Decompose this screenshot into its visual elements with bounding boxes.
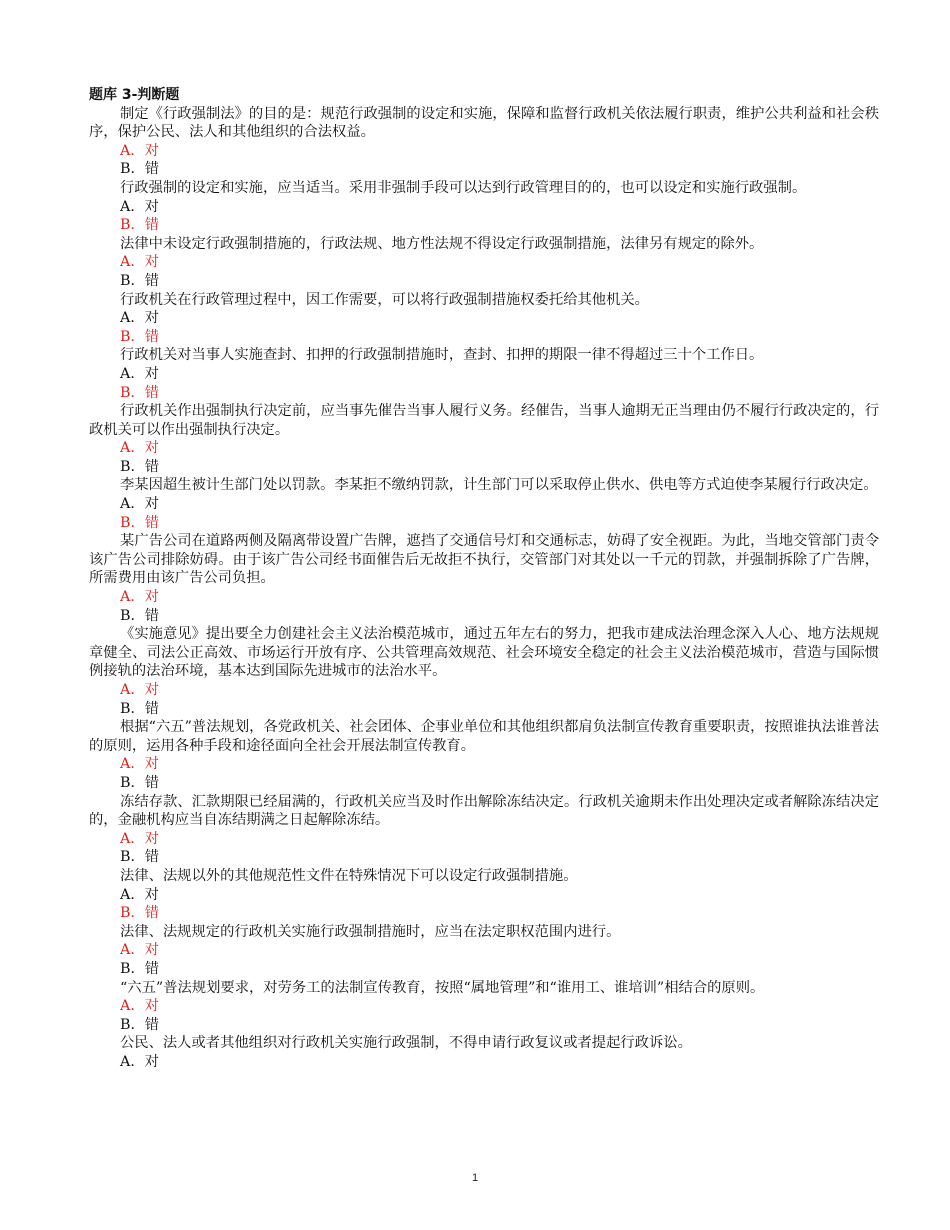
answer-option: A．对 <box>120 365 159 382</box>
question-text: 公民、法人或者其他组织对行政机关实施行政强制，不得申请行政复议或者提起行政诉讼。 <box>120 1035 692 1052</box>
answer-option-correct: A．对 <box>120 142 159 159</box>
question-text: 行政强制的设定和实施，应当适当。采用非强制手段可以达到行政管理目的的，也可以设定和实施行政强制。 <box>120 179 807 196</box>
answer-option-correct: A．对 <box>120 942 159 959</box>
answer-option: B．错 <box>120 774 160 791</box>
answer-option: A．对 <box>120 310 159 327</box>
answer-option-correct: A．对 <box>120 830 159 847</box>
answer-option: B．错 <box>120 272 160 289</box>
question-text: 根据“六五”普法规划，各党政机关、社会团体、企事业单位和其他组织都肩负法制宣传教育重要职责，按照谁执法谁普法的原则，运用各种手段和途径面向全社会开展法制宣传教育。 <box>89 719 879 754</box>
page-number: 1 <box>471 1172 479 1184</box>
answer-option-correct: A．对 <box>120 440 159 457</box>
answer-option-correct: B．错 <box>120 514 160 531</box>
answer-option-correct: A．对 <box>120 682 159 698</box>
answer-option-correct: B．错 <box>120 384 160 401</box>
answer-option-correct: B．错 <box>120 328 160 345</box>
question-text: “六五”普法规划要求，对劳务工的法制宣传教育，按照“属地管理”和“谁用工、谁培训”相结合的原则。 <box>120 979 765 996</box>
section-title: 题库 3-判断题 <box>89 87 180 103</box>
document-body <box>89 86 879 1071</box>
answer-option: A．对 <box>120 198 159 215</box>
answer-option: B．错 <box>120 458 160 475</box>
question-text: 行政机关在行政管理过程中，因工作需要，可以将行政强制措施权委托给其他机关。 <box>120 291 649 308</box>
answer-option-correct: A．对 <box>120 756 159 773</box>
answer-option: A．对 <box>120 886 159 903</box>
answer-option: B．错 <box>120 960 160 977</box>
question-text: 法律、法规规定的行政机关实施行政强制措施时，应当在法定职权范围内进行。 <box>120 923 621 940</box>
answer-option: A．对 <box>120 496 159 513</box>
question-list <box>89 105 879 1072</box>
answer-option: B．错 <box>120 607 160 624</box>
question-text: 《实施意见》提出要全力创建社会主义法治模范城市，通过五年左右的努力，把我市建成法治理念深入人心、地方法规规章健全、司法公正高效、市场运行开放有序、公共管理高效规范、社会环境安全稳定的社会主义法治模范城市，营造与国际惯例接轨的法治环境，基本达到国际先进城市的法治水平。 <box>89 626 879 680</box>
answer-option-correct: A．对 <box>120 998 159 1015</box>
question-text: 冻结存款、汇款期限已经届满的，行政机关应当及时作出解除冻结决定。行政机关逾期未作出处理决定或者解除冻结决定的，金融机构应当自冻结期满之日起解除冻结。 <box>89 793 879 829</box>
answer-option-correct: B．错 <box>120 905 160 922</box>
answer-option: B．错 <box>120 161 160 178</box>
answer-option-correct: A．对 <box>120 589 159 606</box>
question-text: 李某因超生被计生部门处以罚款。李某拒不缴纳罚款，计生部门可以采取停止供水、供电等方式迫使李某履行行政决定。 <box>120 477 878 494</box>
answer-option-correct: B．错 <box>120 217 160 234</box>
answer-option-correct: A．对 <box>120 254 159 271</box>
question-text: 行政机关作出强制执行决定前，应当事先催告当事人履行义务。经催告，当事人逾期无正当理由仍不履行行政决定的，行政机关可以作出强制执行决定。 <box>89 403 879 438</box>
question-text: 行政机关对当事人实施查封、扣押的行政强制措施时，查封、扣押的期限一律不得超过三十个工作日。 <box>120 347 764 364</box>
question-text: 法律中未设定行政强制措施的，行政法规、地方性法规不得设定行政强制措施，法律另有规定的除外。 <box>120 235 764 252</box>
answer-option: B．错 <box>120 700 160 717</box>
question-text: 制定《行政强制法》的目的是：规范行政强制的设定和实施，保障和监督行政机关依法履行职责，维护公共利益和社会秩序，保护公民、法人和其他组织的合法权益。 <box>89 105 879 141</box>
question-text: 法律、法规以外的其他规范性文件在特殊情况下可以设定行政强制措施。 <box>120 867 578 884</box>
answer-option: B．错 <box>120 1016 160 1033</box>
answer-option: A．对 <box>120 1053 159 1070</box>
answer-option: B．错 <box>120 849 160 866</box>
question-text: 某广告公司在道路两侧及隔离带设置广告牌，遮挡了交通信号灯和交通标志，妨碍了安全视距。为此，当地交管部门责令该广告公司排除妨碍。由于该广告公司经书面催告后无故拒不执行，交管部门对其处以一千元的罚款，并强制拆除了广告牌，所需费用由该广告公司负担。 <box>89 533 879 587</box>
